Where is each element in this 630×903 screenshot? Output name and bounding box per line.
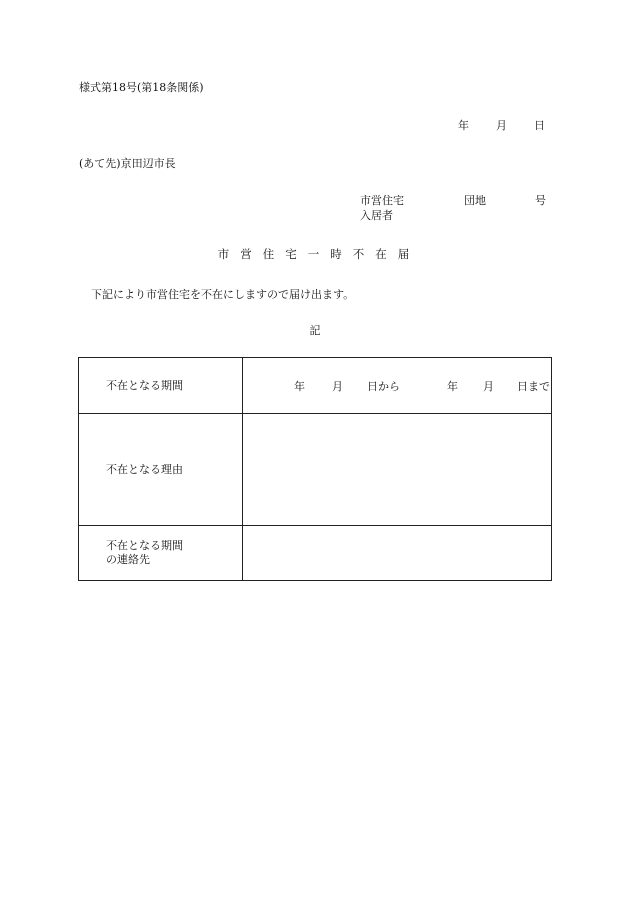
resident-label: 入居者 xyxy=(360,209,393,222)
document-title: 市営住宅一時不在届 xyxy=(217,247,421,261)
to-day: 日まで xyxy=(517,379,550,393)
reason-field[interactable] xyxy=(243,414,552,526)
from-month: 月 xyxy=(332,379,343,393)
submission-date xyxy=(458,119,545,132)
year-label: 年 xyxy=(458,119,469,132)
table-row xyxy=(79,526,552,581)
contact-label-line2: の連絡先 xyxy=(106,553,150,566)
housing-label: 市営住宅 xyxy=(360,194,404,207)
reason-label: 不在となる理由 xyxy=(79,414,243,526)
form-number: 様式第18号(第18条関係) xyxy=(79,81,204,94)
from-year: 年 xyxy=(294,379,305,393)
contact-field[interactable] xyxy=(243,526,552,581)
addressee: (あて先)京田辺市長 xyxy=(79,157,176,170)
to-month: 月 xyxy=(483,379,494,393)
period-label: 不在となる期間 xyxy=(79,358,243,414)
day-label: 日 xyxy=(534,119,545,132)
period-field[interactable] xyxy=(243,358,552,414)
table-row xyxy=(79,358,552,414)
to-year: 年 xyxy=(447,379,458,393)
month-label: 月 xyxy=(496,119,507,132)
intro-text: 下記により市営住宅を不在にしますので届け出ます。 xyxy=(91,288,355,301)
from-day: 日から xyxy=(367,379,400,393)
applicant-block xyxy=(360,194,546,224)
ki-heading: 記 xyxy=(309,324,321,337)
contact-label xyxy=(79,526,243,581)
complex-label: 団地 xyxy=(464,194,486,207)
contact-label-line1: 不在となる期間 xyxy=(106,539,183,552)
table-row xyxy=(79,414,552,526)
absence-form-table xyxy=(78,357,552,581)
number-label: 号 xyxy=(535,194,546,207)
